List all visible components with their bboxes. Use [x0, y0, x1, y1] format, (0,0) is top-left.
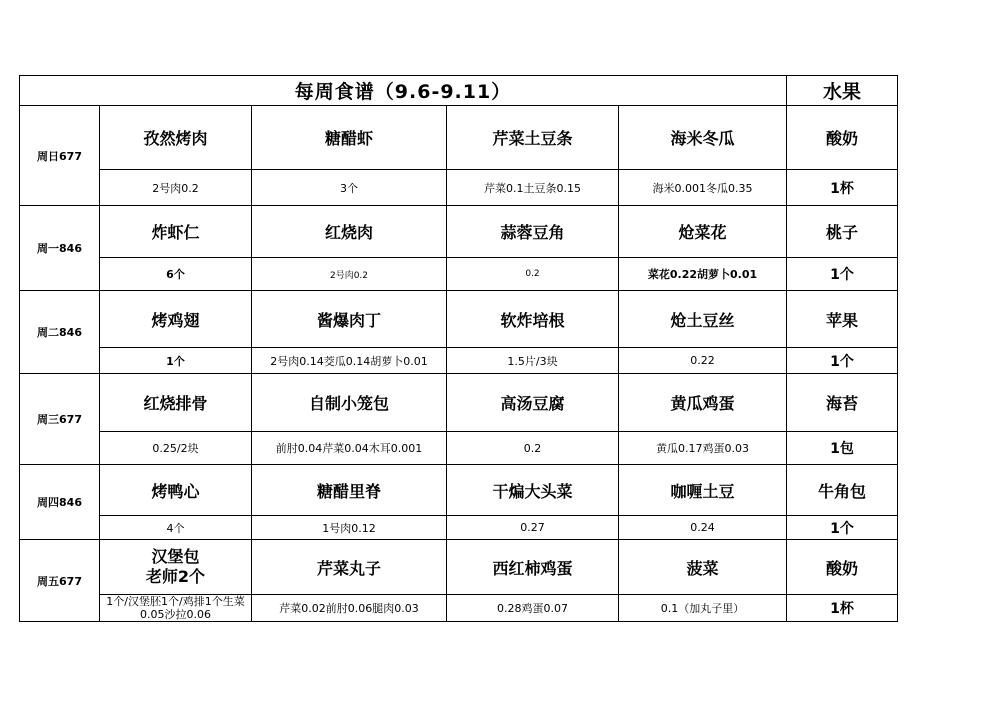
dish-cell: 红烧排骨: [100, 374, 252, 432]
table-row-amounts: [20, 432, 898, 465]
fruit-cell: 牛角包: [787, 465, 898, 516]
table-row-dishes: [20, 374, 898, 432]
day-label: 周二846: [20, 291, 100, 374]
fruit-cell: 苹果: [787, 291, 898, 348]
amount-cell: 6个: [100, 258, 252, 291]
amount-cell: 芹菜0.1土豆条0.15: [447, 170, 619, 206]
dish-cell: 烤鸭心: [100, 465, 252, 516]
table-row-amounts: [20, 516, 898, 540]
table-row-dishes: [20, 206, 898, 258]
dish-cell: 糖醋虾: [252, 106, 447, 170]
dish-cell: 酱爆肉丁: [252, 291, 447, 348]
amount-cell: 黄瓜0.17鸡蛋0.03: [619, 432, 787, 465]
dish-cell: 西红柿鸡蛋: [447, 540, 619, 595]
fruit-qty-cell: 1杯: [787, 170, 898, 206]
dish-cell: 自制小笼包: [252, 374, 447, 432]
amount-cell: 1个/汉堡胚1个/鸡排1个生菜0.05沙拉0.06: [100, 595, 252, 622]
dish-note: 老师2个: [145, 567, 206, 586]
dish-cell: 芹菜丸子: [252, 540, 447, 595]
fruit-cell: 桃子: [787, 206, 898, 258]
amount-cell: 1个: [100, 348, 252, 374]
day-label: 周四846: [20, 465, 100, 540]
dish-cell: 干煸大头菜: [447, 465, 619, 516]
dish-cell: 烤鸡翅: [100, 291, 252, 348]
fruit-qty-cell: 1个: [787, 258, 898, 291]
dish-cell: 炸虾仁: [100, 206, 252, 258]
table-row-dishes: [20, 465, 898, 516]
amount-cell: 0.28鸡蛋0.07: [447, 595, 619, 622]
amount-cell: 0.2: [447, 432, 619, 465]
fruit-qty-cell: 1杯: [787, 595, 898, 622]
amount-cell: 海米0.001冬瓜0.35: [619, 170, 787, 206]
amount-cell: 0.24: [619, 516, 787, 540]
fruit-column-header: 水果: [787, 76, 898, 106]
table-row-amounts: [20, 595, 898, 622]
header-row: [20, 76, 898, 106]
fruit-qty-cell: 1包: [787, 432, 898, 465]
dish-cell: 黄瓜鸡蛋: [619, 374, 787, 432]
fruit-cell: 海苔: [787, 374, 898, 432]
amount-cell: 0.2: [447, 258, 619, 291]
dish-cell: [100, 540, 252, 595]
fruit-qty-cell: 1个: [787, 348, 898, 374]
dish-cell: 海米冬瓜: [619, 106, 787, 170]
table-row-amounts: [20, 348, 898, 374]
fruit-cell: 酸奶: [787, 106, 898, 170]
amount-cell: 0.22: [619, 348, 787, 374]
table-row-amounts: [20, 258, 898, 291]
day-label: 周五677: [20, 540, 100, 622]
amount-cell: 2号肉0.2: [100, 170, 252, 206]
amount-cell: 1.5片/3块: [447, 348, 619, 374]
amount-cell: 3个: [252, 170, 447, 206]
amount-cell: 0.25/2块: [100, 432, 252, 465]
page-title: 每周食谱（9.6-9.11）: [20, 76, 787, 106]
table-row-dishes: [20, 106, 898, 170]
dish-cell: 咖喱土豆: [619, 465, 787, 516]
table-row-dishes: [20, 540, 898, 595]
amount-cell: 菜花0.22胡萝卜0.01: [619, 258, 787, 291]
dish-cell: 孜然烤肉: [100, 106, 252, 170]
weekly-menu-table: [19, 75, 898, 622]
dish-cell: 软炸培根: [447, 291, 619, 348]
dish-cell: 高汤豆腐: [447, 374, 619, 432]
amount-cell: 1号肉0.12: [252, 516, 447, 540]
dish-cell: 芹菜土豆条: [447, 106, 619, 170]
dish-cell: 糖醋里脊: [252, 465, 447, 516]
amount-cell: 4个: [100, 516, 252, 540]
dish-cell: 蒜蓉豆角: [447, 206, 619, 258]
amount-cell: 2号肉0.14茭瓜0.14胡萝卜0.01: [252, 348, 447, 374]
dish-cell: 红烧肉: [252, 206, 447, 258]
day-label: 周日677: [20, 106, 100, 206]
amount-cell: 前肘0.04芹菜0.04木耳0.001: [252, 432, 447, 465]
dish-cell: 菠菜: [619, 540, 787, 595]
amount-cell: 芹菜0.02前肘0.06腿肉0.03: [252, 595, 447, 622]
amount-cell: 0.27: [447, 516, 619, 540]
dish-name: 汉堡包: [151, 547, 200, 566]
table-row-dishes: [20, 291, 898, 348]
day-label: 周一846: [20, 206, 100, 291]
amount-cell: 2号肉0.2: [252, 258, 447, 291]
amount-cell: 0.1（加丸子里）: [619, 595, 787, 622]
dish-cell: 炝土豆丝: [619, 291, 787, 348]
table-row-amounts: [20, 170, 898, 206]
fruit-qty-cell: 1个: [787, 516, 898, 540]
day-label: 周三677: [20, 374, 100, 465]
fruit-cell: 酸奶: [787, 540, 898, 595]
dish-cell: 炝菜花: [619, 206, 787, 258]
